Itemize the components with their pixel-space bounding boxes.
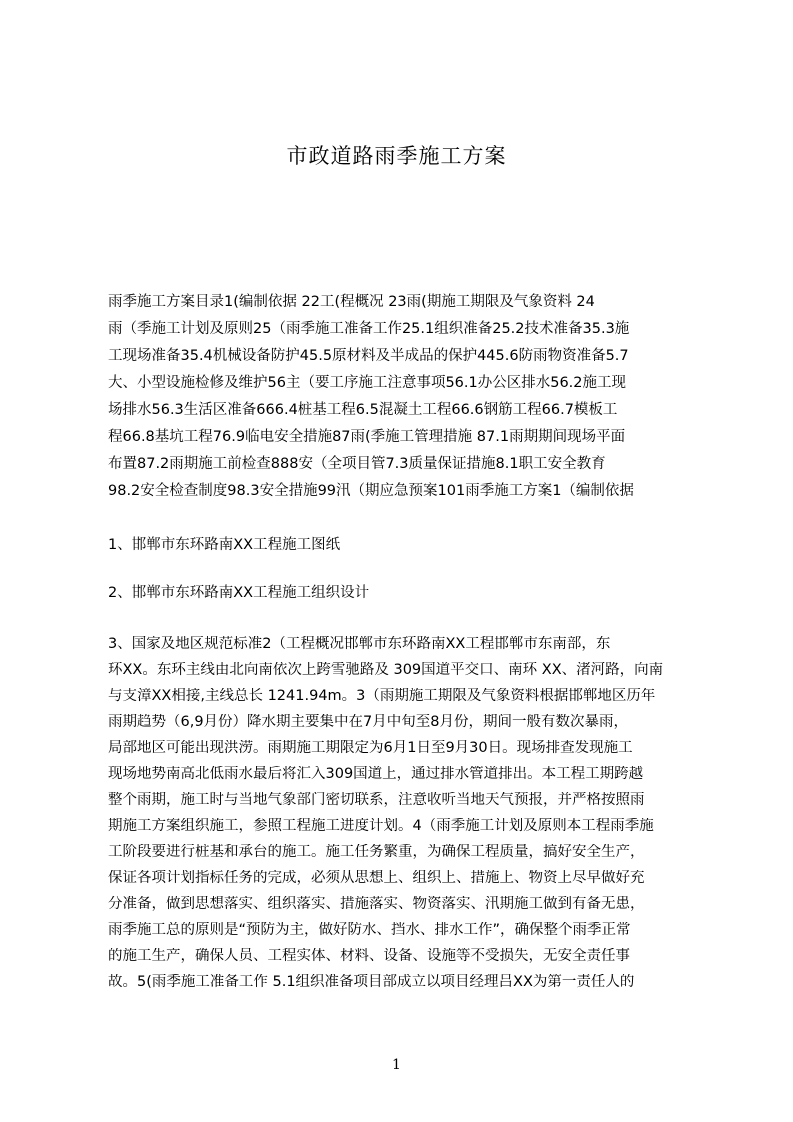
body-line: 局部地区可能出现洪涝。雨期施工期限定为6月1日至9月30日。现场排查发现施工 bbox=[108, 740, 633, 756]
body-line: 环XX。东环主线由北向南依次上跨雪驰路及 309国道平交口、南环 XX、渚河路，向南 bbox=[108, 662, 664, 678]
toc-line: 布置87.2雨期施工前检查888安（全项目管7.3质量保证措施8.1职工安全教育 bbox=[108, 456, 606, 472]
basis-item: 1、邯郸市东环路南XX工程施工图纸 bbox=[108, 537, 341, 553]
basis-item: 2、邯郸市东环路南XX工程施工组织设计 bbox=[108, 585, 370, 601]
body-line: 与支漳XX相接,主线总长 1241.94m。3（雨期施工期限及气象资料根据邯郸地区历年 bbox=[108, 688, 656, 704]
toc-line: 程66.8基坑工程76.9临电安全措施87雨(季施工管理措施 87.1雨期期间现场平面 bbox=[108, 429, 626, 445]
body-line: 3、国家及地区规范标准2（工程概况邯郸市东环路南XX工程邯郸市东南部，东 bbox=[108, 636, 611, 652]
body-line: 雨季施工总的原则是“预防为主，做好防水、挡水、排水工作”，确保整个雨季正常 bbox=[108, 922, 631, 938]
body-line: 现场地势南高北低雨水最后将汇入309国道上，通过排水管道排出。本工程工期跨越 bbox=[108, 766, 644, 782]
body-line: 期施工方案组织施工，参照工程施工进度计划。4（雨季施工计划及原则本工程雨季施 bbox=[108, 818, 654, 834]
page-title: 市政道路雨季施工方案 bbox=[286, 144, 507, 168]
toc-line: 98.2安全检查制度98.3安全措施99汛（期应急预案101雨季施工方案1（编制依据 bbox=[108, 483, 634, 499]
body-line: 雨期趋势（6,9月份）降水期主要集中在7月中旬至8月份，期间一般有数次暴雨， bbox=[108, 714, 629, 730]
toc-line: 大、小型设施检修及维护56主（要工序施工注意事项56.1办公区排水56.2施工现 bbox=[108, 375, 627, 391]
toc-line: 工现场准备35.4机械设备防护45.5原材料及半成品的保护445.6防雨物资准备5.7 bbox=[108, 348, 629, 364]
body-line: 工阶段要进行桩基和承台的施工。施工任务繁重，为确保工程质量，搞好安全生产， bbox=[108, 844, 645, 860]
body-line: 整个雨期，施工时与当地气象部门密切联系，注意收听当地天气预报，并严格按照雨 bbox=[108, 792, 645, 808]
page-number: 1 bbox=[392, 1057, 401, 1073]
body-line: 保证各项计划指标任务的完成，必须从思想上、组织上、措施上、物资上尽早做好充 bbox=[108, 870, 645, 886]
body-line: 分准备，做到思想落实、组织落实、措施落实、物资落实、汛期施工做到有备无患， bbox=[108, 896, 645, 912]
toc-line: 雨（季施工计划及原则25（雨季施工准备工作25.1组织准备25.2技术准备35.3施 bbox=[108, 321, 630, 337]
body-line: 故。5(雨季施工准备工作 5.1组织准备项目部成立以项目经理吕XX为第一责任人的 bbox=[108, 974, 635, 990]
body-line: 的施工生产，确保人员、工程实体、材料、设备、设施等不受损失，无安全责任事 bbox=[108, 948, 630, 964]
toc-line: 场排水56.3生活区准备666.4桩基工程6.5混凝土工程66.6钢筋工程66.7模板工 bbox=[108, 402, 618, 418]
toc-line: 雨季施工方案目录1(编制依据 22工(程概况 23雨(期施工期限及气象资料 24 bbox=[108, 294, 595, 310]
